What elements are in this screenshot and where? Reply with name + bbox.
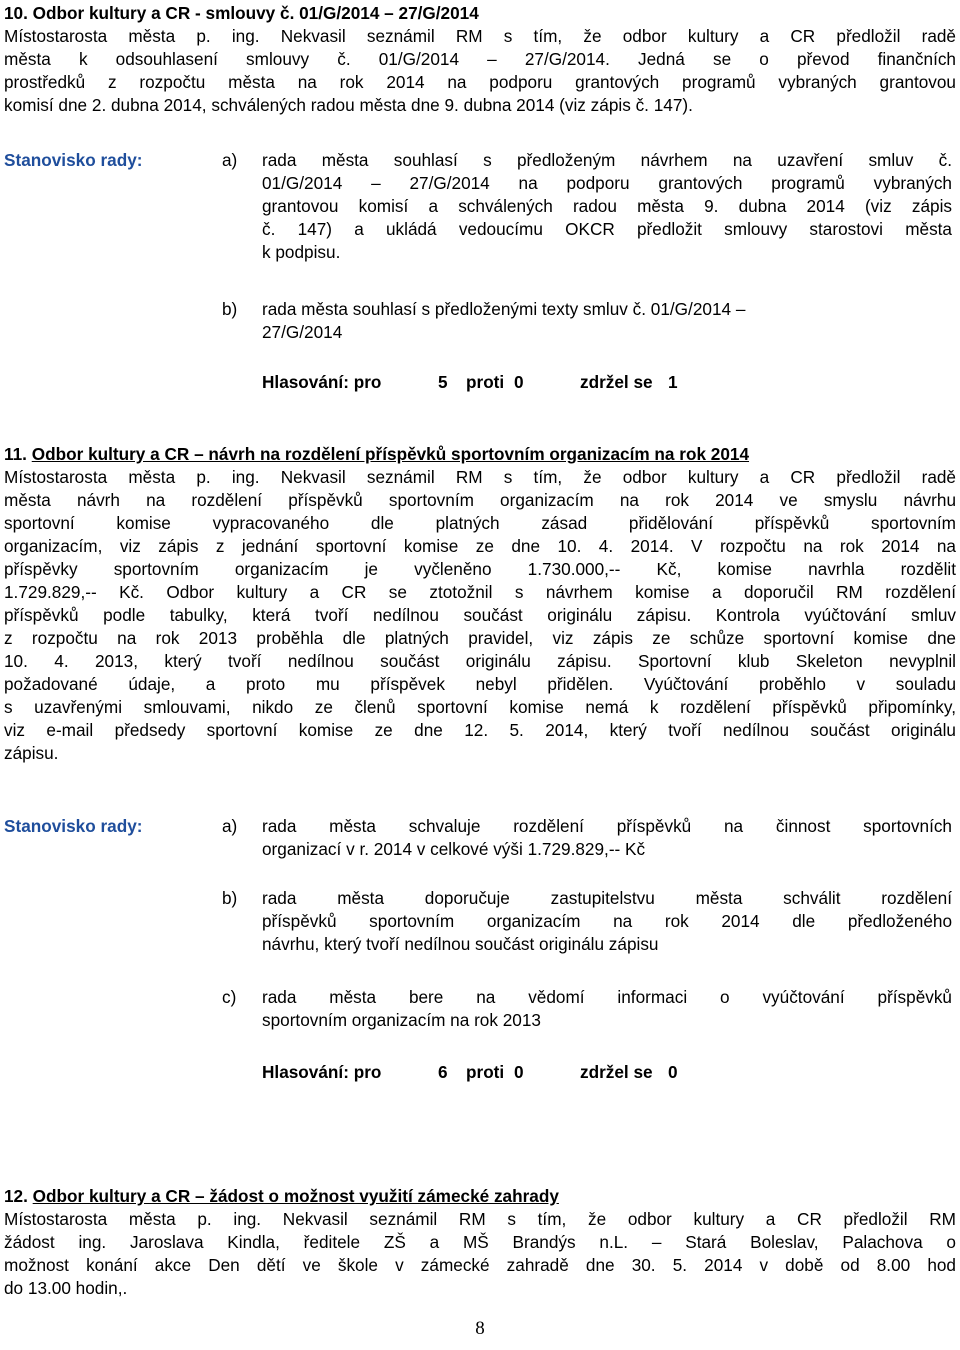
item-letter: a) bbox=[222, 150, 238, 170]
resolution-line: návrhu, který tvoří nedílnou součást originálu zápisu bbox=[262, 934, 659, 954]
section-11-body-line: z rozpočtu na rok 2013 proběhla dle platných pravidel, viz zápis ze schůze sportovní komise dne bbox=[4, 628, 956, 648]
resolution-line: rada města souhlasí s předloženými texty smluv č. 01/G/2014 – bbox=[262, 299, 746, 319]
vote-zdrzel: 1 bbox=[668, 372, 678, 392]
resolution-line: příspěvků sportovním organizacím na rok 2014 dle předloženého bbox=[262, 911, 952, 931]
section-11-body-line: příspěvky sportovním organizacím je vyčleněno 1.730.000,-- Kč, komise navrhla rozdělit bbox=[4, 559, 956, 579]
item-letter: b) bbox=[222, 299, 238, 319]
vote-zdrzel-label: zdržel se bbox=[580, 372, 653, 392]
section-11-body-line: města návrh na rozdělení příspěvků sportovním organizacím na rok 2014 ve smyslu návrhu bbox=[4, 490, 956, 510]
page-number: 8 bbox=[475, 1318, 485, 1339]
resolution-line: č. 147) a ukládá vedoucímu OKCR předložit smlouvy starostovi města bbox=[262, 219, 952, 239]
section-11 bbox=[4, 443, 956, 765]
resolution-line: 01/G/2014 – 27/G/2014 na podporu grantových programů vybraných bbox=[262, 173, 952, 193]
vote-pro: 6 bbox=[438, 1062, 448, 1082]
resolution-line: sportovním organizacím na rok 2013 bbox=[262, 1010, 541, 1030]
section-11-heading-line bbox=[4, 443, 956, 466]
section-11-body-line: organizacím, viz zápis z jednání sportovní komise ze dne 10. 4. 2014. V rozpočtu na rok 2014 na bbox=[4, 536, 956, 556]
section-11-body-line: 1.729.829,-- Kč. Odbor kultury a CR se ztotožnil s návrhem komise a doporučil RM rozdělení bbox=[4, 582, 956, 602]
section-11-body-line: požadované údaje, a proto mu příspěvek nebyl přidělen. Vyúčtování proběhlo v souladu bbox=[4, 674, 956, 694]
resolution-line: rada města schvaluje rozdělení příspěvků na činnost sportovních bbox=[262, 816, 952, 836]
section-11-body-line: 10. 4. 2013, který tvoří nedílnou součást originálu zápisu. Sportovní klub Skeleton nevyplnil bbox=[4, 651, 956, 671]
item-letter: a) bbox=[222, 816, 238, 836]
resolution-line: rada města souhlasí s předloženým návrhem na uzavření smluv č. bbox=[262, 150, 952, 170]
resolution-item bbox=[262, 815, 952, 861]
vote-proti: 0 bbox=[514, 1062, 524, 1082]
section-10-body-line: Místostarosta města p. ing. Nekvasil seznámil RM s tím, že odbor kultury a CR předložil radě bbox=[4, 26, 956, 46]
section-11-body-line: Místostarosta města p. ing. Nekvasil seznámil RM s tím, že odbor kultury a CR předložil radě bbox=[4, 467, 956, 487]
resolution-item bbox=[262, 298, 952, 344]
section-10-body-line: komisí dne 2. dubna 2014, schválených radou města dne 9. dubna 2014 (viz zápis č. 147). bbox=[4, 95, 693, 115]
section-12-body-line: do 13.00 hodin,. bbox=[4, 1278, 128, 1298]
section-10 bbox=[4, 2, 956, 117]
vote-proti-label: proti bbox=[466, 372, 505, 392]
section-11-body-line: zápisu. bbox=[4, 743, 59, 763]
resolution-line: rada města doporučuje zastupitelstvu města schválit rozdělení bbox=[262, 888, 952, 908]
section-12 bbox=[4, 1185, 956, 1300]
section-12-heading: Odbor kultury a CR – žádost o možnost využití zámecké zahrady bbox=[32, 1186, 559, 1206]
item-letter: c) bbox=[222, 987, 237, 1007]
section-10-body-line: města k odsouhlasení smlouvy č. 01/G/2014 – 27/G/2014. Jedná se o převod finančních bbox=[4, 49, 956, 69]
resolution-line: organizací v r. 2014 v celkové výši 1.729.829,-- Kč bbox=[262, 839, 646, 859]
vote-label: Hlasování: pro bbox=[262, 372, 382, 392]
section-12-body-line: možnost konání akce Den dětí ve škole v zámecké zahradě dne 30. 5. 2014 v době od 8.00 hod bbox=[4, 1255, 956, 1275]
resolution-line: grantovou komisí a schválených radou města 9. dubna 2014 (viz zápis bbox=[262, 196, 952, 216]
item-letter: b) bbox=[222, 888, 238, 908]
section-11-body-line: viz e-mail předsedy sportovní komise ze dne 12. 5. 2014, který tvoří nedílnou součást originálu bbox=[4, 720, 956, 740]
vote-pro: 5 bbox=[438, 372, 448, 392]
resolution-line: k podpisu. bbox=[262, 242, 341, 262]
section-11-number: 11. bbox=[4, 444, 32, 464]
vote-proti-label: proti bbox=[466, 1062, 505, 1082]
vote-zdrzel: 0 bbox=[668, 1062, 678, 1082]
section-10-heading: 10. Odbor kultury a CR - smlouvy č. 01/G/2014 – 27/G/2014 bbox=[4, 3, 479, 23]
stanovisko-label: Stanovisko rady: bbox=[4, 150, 143, 170]
section-12-number: 12. bbox=[4, 1186, 33, 1206]
vote-zdrzel-label: zdržel se bbox=[580, 1062, 653, 1082]
vote-result bbox=[262, 371, 678, 394]
section-11-body-line: sportovní komise vypracovaného dle platných zásad přidělování příspěvků sportovním bbox=[4, 513, 956, 533]
vote-result bbox=[262, 1061, 678, 1084]
section-11-heading: Odbor kultury a CR – návrh na rozdělení příspěvků sportovním organizacím na rok 2014 bbox=[31, 444, 750, 464]
resolution-item bbox=[262, 149, 952, 264]
section-12-heading-line bbox=[4, 1185, 956, 1208]
section-11-body-line: s uzavřenými smlouvami, nikdo ze členů sportovní komise nemá k rozdělení příspěvků připomínky, bbox=[4, 697, 956, 717]
section-12-body-line: Místostarosta města p. ing. Nekvasil seznámil RM s tím, že odbor kultury a CR předložil RM bbox=[4, 1209, 956, 1229]
resolution-line: 27/G/2014 bbox=[262, 322, 343, 342]
resolution-line: rada města bere na vědomí informaci o vyúčtování příspěvků bbox=[262, 987, 952, 1007]
resolution-item bbox=[262, 986, 952, 1032]
resolution-item bbox=[262, 887, 952, 956]
stanovisko-label: Stanovisko rady: bbox=[4, 816, 143, 836]
section-12-body-line: žádost ing. Jaroslava Kindla, ředitele ZŠ a MŠ Brandýs n.L. – Stará Boleslav, Palachova o bbox=[4, 1232, 956, 1252]
vote-proti: 0 bbox=[514, 372, 524, 392]
section-10-body-line: prostředků z rozpočtu města na rok 2014 na podporu grantových programů vybraných grantovou bbox=[4, 72, 956, 92]
section-11-body-line: příspěvků podle tabulky, která tvoří nedílnou součást originálu zápisu. Kontrola vyúčtování smluv bbox=[4, 605, 956, 625]
vote-label: Hlasování: pro bbox=[262, 1062, 382, 1082]
